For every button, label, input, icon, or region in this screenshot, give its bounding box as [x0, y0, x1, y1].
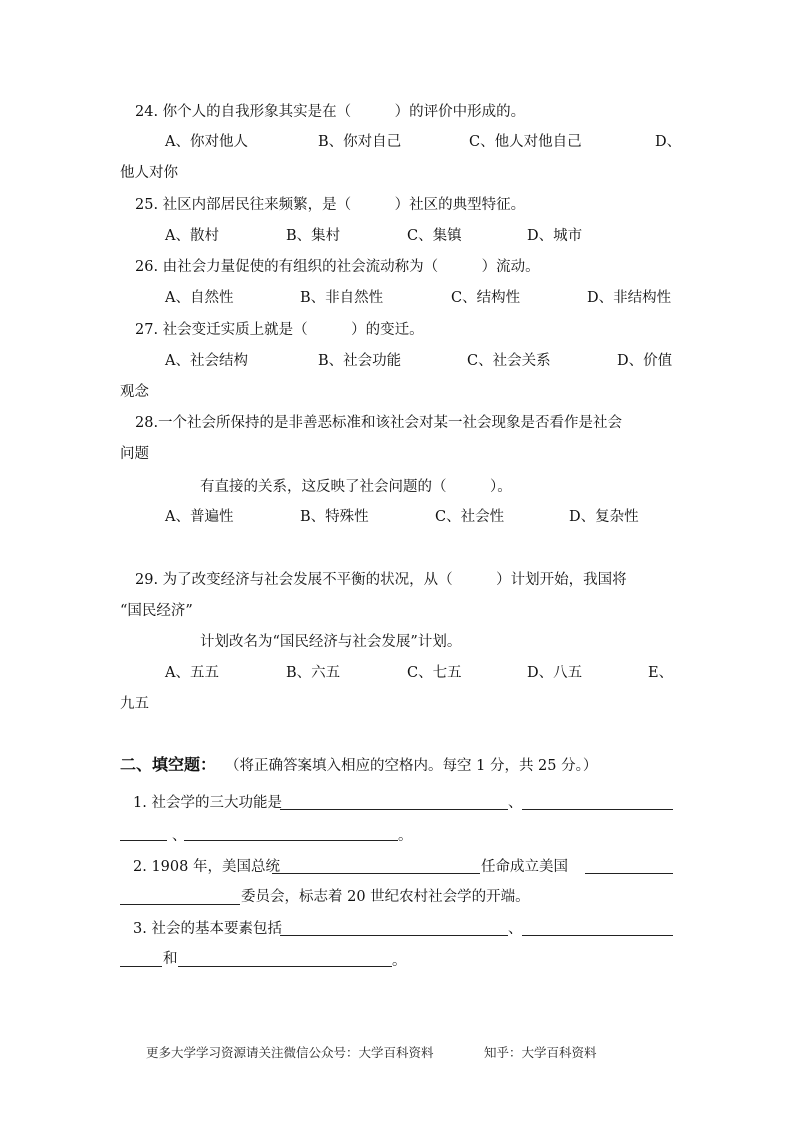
stem-wrap: 问题 — [120, 446, 149, 462]
option: D、复杂性 — [569, 509, 639, 525]
option-wrap: 他人对你 — [120, 165, 178, 181]
blank — [585, 873, 673, 874]
option: A、五五 — [165, 665, 219, 681]
question-28-stem: 28.一个社会所保持的是非善恶标准和该社会对某一社会现象是否看作是社会 — [135, 415, 623, 431]
fill-q2-tail: 委员会，标志着 20 世纪农村社会学的开端。 — [241, 889, 530, 905]
option: A、散村 — [165, 228, 219, 244]
option: D、价值 — [617, 353, 673, 369]
fill-q2-text: 2. 1908 年，美国总统 — [133, 859, 280, 875]
option: A、自然性 — [165, 290, 234, 306]
option: D、城市 — [527, 228, 583, 244]
blank — [522, 935, 673, 936]
blank — [522, 809, 673, 810]
option: B、社会功能 — [318, 353, 402, 369]
stem-wrap: “国民经济” — [120, 603, 193, 619]
option: A、社会结构 — [165, 353, 248, 369]
option: C、七五 — [407, 665, 462, 681]
option: C、社会性 — [435, 509, 505, 525]
option: B、非自然性 — [300, 290, 384, 306]
footer-left: 更多大学学习资源请关注微信公众号：大学百科资料 — [146, 1045, 434, 1060]
fill-q3-text: 3. 社会的基本要素包括 — [133, 921, 282, 937]
separator: 、 — [508, 921, 523, 937]
blank — [280, 809, 508, 810]
question-25-stem: 25. 社区内部居民往来频繁，是（ ）社区的典型特征。 — [135, 197, 526, 213]
stem-continuation: 有直接的关系，这反映了社会问题的（ ）。 — [200, 479, 512, 495]
option-wrap: 九五 — [120, 696, 149, 712]
question-27-stem: 27. 社会变迁实质上就是（ ）的变迁。 — [135, 322, 424, 338]
period: 。 — [398, 828, 413, 844]
option: B、集村 — [286, 228, 341, 244]
option: E、 — [648, 665, 674, 681]
question-26-stem: 26. 由社会力量促使的有组织的社会流动称为（ ）流动。 — [135, 259, 540, 275]
footer-right: 知乎：大学百科资料 — [484, 1045, 597, 1060]
question-24-stem: 24. 你个人的自我形象其实是在（ ）的评价中形成的。 — [135, 104, 526, 120]
blank — [178, 966, 392, 967]
option: B、特殊性 — [300, 509, 369, 525]
conjunction: 和 — [163, 951, 178, 967]
blank — [120, 966, 162, 967]
option: C、集镇 — [407, 228, 462, 244]
option: D、 — [655, 134, 682, 150]
blank — [184, 840, 398, 841]
option-wrap: 观念 — [120, 384, 149, 400]
question-29-stem: 29. 为了改变经济与社会发展不平衡的状况，从（ ）计划开始，我国将 — [135, 572, 627, 588]
blank — [272, 873, 480, 874]
section-note: （将正确答案填入相应的空格内。每空 1 分，共 25 分。） — [225, 758, 598, 774]
blank — [120, 840, 167, 841]
fill-q2-mid: 任命成立美国 — [481, 859, 568, 875]
option: C、他人对他自己 — [469, 134, 582, 150]
section-title: 二、填空题： — [120, 755, 217, 774]
period: 。 — [392, 953, 407, 969]
fill-q1-text: 1. 社会学的三大功能是 — [133, 795, 282, 811]
option: B、六五 — [286, 665, 341, 681]
blank — [120, 904, 240, 905]
option: C、社会关系 — [467, 353, 551, 369]
option: B、你对自己 — [318, 134, 402, 150]
option: A、普遍性 — [165, 509, 234, 525]
option: D、八五 — [527, 665, 583, 681]
option: D、非结构性 — [587, 290, 672, 306]
option: C、结构性 — [451, 290, 521, 306]
option: A、你对他人 — [165, 134, 248, 150]
separator: 、 — [508, 795, 523, 811]
blank — [280, 935, 508, 936]
stem-continuation: 计划改名为“国民经济与社会发展”计划。 — [200, 634, 462, 650]
separator: 、 — [172, 828, 187, 844]
